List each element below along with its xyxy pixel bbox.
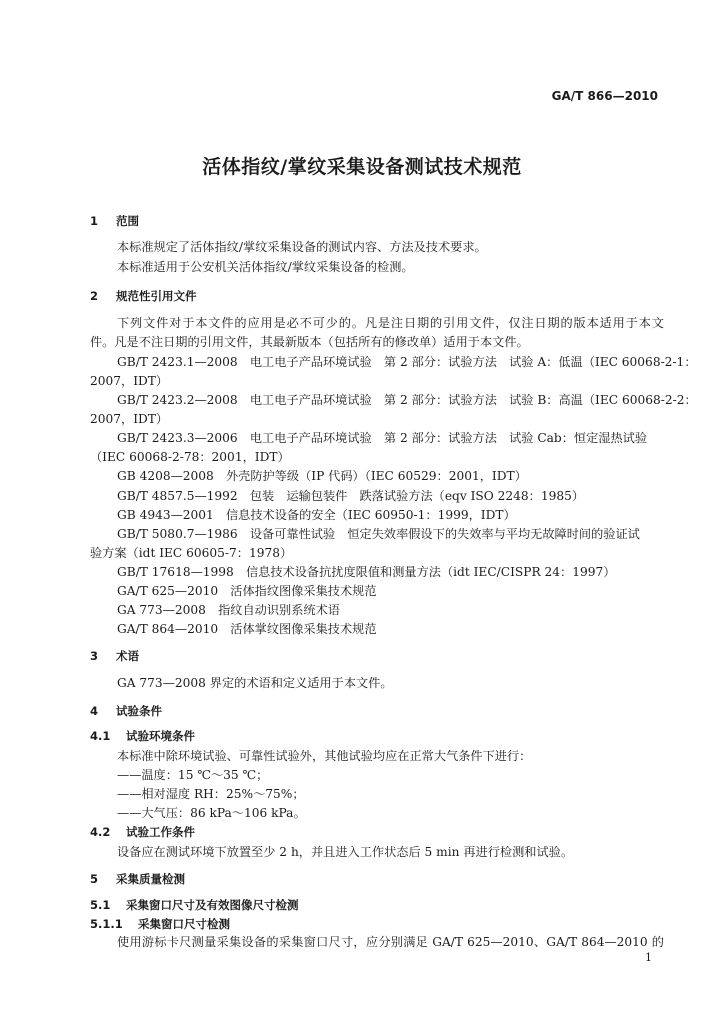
section-heading-5: [90, 871, 185, 887]
reference-item: GA/T 625—2010 活体指纹图像采集技术规范: [117, 584, 377, 598]
section-title: 范围: [116, 214, 139, 228]
section-title: 采集质量检测: [116, 872, 185, 886]
reference-item: GB/T 4857.5—1992 包装 运输包装件 跌落试验方法（eqv ISO 2248：1985）: [117, 489, 585, 503]
paragraph-line: 下列文件对于本文件的应用是必不可少的。凡是注日期的引用文件，仅注日期的版本适用于本文: [117, 316, 664, 330]
reference-item: GB/T 2423.3—2006 电工电子产品环境试验 第 2 部分：试验方法 试验 Cab：恒定湿热试验: [117, 431, 648, 445]
reference-item: GB/T 2423.2—2008 电工电子产品环境试验 第 2 部分：试验方法 试验 B：高温（IEC 60068-2-2：: [117, 393, 697, 407]
paragraph: 设备应在测试环境下放置至少 2 h，并且进入工作状态后 5 min 再进行检测和试验。: [117, 845, 574, 859]
section-number: 5.1.1: [90, 917, 123, 931]
section-title: 试验工作条件: [126, 825, 195, 839]
paragraph: 本标准中除环境试验、可靠性试验外，其他试验均应在正常大气条件下进行：: [117, 749, 532, 763]
section-number: 5: [90, 872, 99, 886]
paragraph-line: 使用游标卡尺测量采集设备的采集窗口尺寸，应分别满足 GA/T 625—2010、GA/T 864—2010 的: [117, 935, 664, 949]
section-number: 5.1: [90, 898, 111, 912]
section-title: 采集窗口尺寸检测: [138, 917, 230, 931]
reference-item: GA/T 864—2010 活体掌纹图像采集技术规范: [117, 622, 377, 636]
section-number: 4: [90, 704, 99, 718]
section-number: 4.2: [90, 825, 111, 839]
section-heading-1: [90, 213, 139, 229]
section-heading-4: [90, 703, 162, 719]
subsection-heading-5-1-1: [90, 916, 230, 932]
reference-item-cont: （IEC 60068-2-78：2001，IDT）: [90, 450, 290, 464]
reference-item-cont: 2007，IDT）: [90, 374, 169, 388]
section-title: 试验环境条件: [126, 729, 195, 743]
page-number: 1: [645, 951, 652, 964]
paragraph: 本标准适用于公安机关活体指纹/掌纹采集设备的检测。: [117, 260, 414, 274]
paragraph: GA 773—2008 界定的术语和定义适用于本文件。: [117, 676, 393, 690]
list-item: ——相对湿度 RH：25%～75%；: [117, 787, 305, 801]
section-title: 试验条件: [116, 704, 162, 718]
section-title: 采集窗口尺寸及有效图像尺寸检测: [126, 898, 299, 912]
reference-item-cont: 验方案（idt IEC 60605-7：1978）: [90, 546, 293, 560]
section-heading-2: [90, 288, 197, 304]
reference-item: GB 4208—2008 外壳防护等级（IP 代码）（IEC 60529：2001，IDT）: [117, 469, 527, 483]
list-item: ——大气压：86 kPa～106 kPa。: [117, 806, 306, 820]
reference-item: GB/T 17618—1998 信息技术设备抗扰度限值和测量方法（idt IEC/CISPR 24：1997）: [117, 565, 616, 579]
section-number: 3: [90, 649, 99, 663]
paragraph: 本标准规定了活体指纹/掌纹采集设备的测试内容、方法及技术要求。: [117, 240, 487, 254]
paragraph-line: 件。凡是不注日期的引用文件，其最新版本（包括所有的修改单）适用于本文件。: [90, 335, 529, 349]
section-heading-3: [90, 648, 139, 664]
subsection-heading-4-1: [90, 728, 195, 744]
subsection-heading-5-1: [90, 897, 299, 913]
subsection-heading-4-2: [90, 824, 195, 840]
reference-item-cont: 2007，IDT）: [90, 412, 169, 426]
section-title: 术语: [116, 649, 139, 663]
section-number: 1: [90, 214, 99, 228]
reference-item: GA 773—2008 指纹自动识别系统术语: [117, 603, 340, 617]
document-title: 活体指纹/掌纹采集设备测试技术规范: [202, 156, 522, 178]
section-title: 规范性引用文件: [116, 289, 197, 303]
list-item: ——温度：15 ℃～35 ℃；: [117, 768, 269, 782]
reference-item: GB/T 5080.7—1986 设备可靠性试验 恒定失效率假设下的失效率与平均无故障时间的验证试: [117, 527, 640, 541]
standard-code: GA/T 866—2010: [551, 89, 658, 103]
section-number: 4.1: [90, 729, 111, 743]
reference-item: GB 4943—2001 信息技术设备的安全（IEC 60950-1：1999，IDT）: [117, 508, 516, 522]
section-number: 2: [90, 289, 99, 303]
reference-item: GB/T 2423.1—2008 电工电子产品环境试验 第 2 部分：试验方法 试验 A：低温（IEC 60068-2-1：: [117, 355, 697, 369]
